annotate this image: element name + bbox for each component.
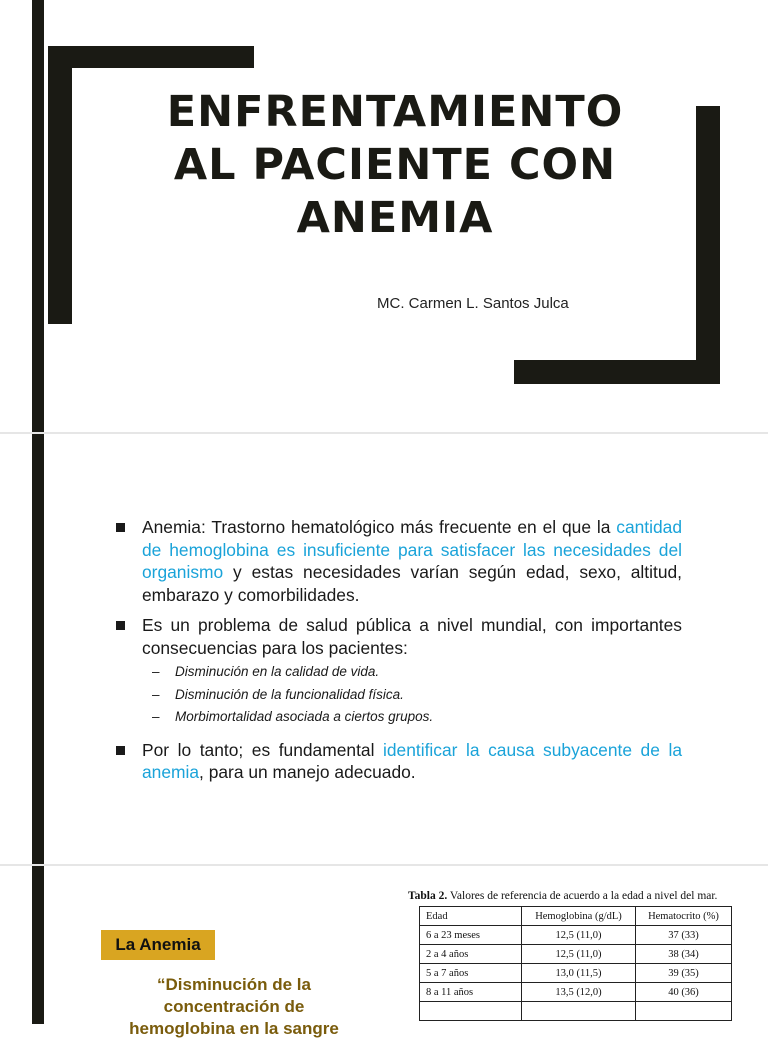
- definition-quote: [96, 974, 372, 1040]
- table-cell: 5 a 7 años: [420, 964, 522, 983]
- table-caption-label: Tabla 2.: [408, 890, 448, 902]
- sub-item-text: Disminución de la funcionalidad física.: [175, 686, 404, 702]
- sub-item-text: Disminución en la calidad de vida.: [175, 664, 380, 679]
- bullet-item: [116, 739, 682, 784]
- table-cell: 37 (33): [636, 926, 732, 945]
- table-header-row: [420, 907, 732, 926]
- sub-item: [116, 661, 682, 684]
- square-bullet-icon: [116, 523, 125, 532]
- highlight-text: identificar la causa subyacente de la anemia: [142, 739, 682, 782]
- anemia-table-slide: [0, 866, 768, 1038]
- dash-bullet-icon: –: [152, 664, 160, 679]
- section-badge: La Anemia: [101, 930, 215, 960]
- dash-bullet-icon: –: [152, 709, 160, 724]
- square-bullet-icon: [116, 621, 125, 630]
- highlight-text: cantidad de hemoglobina es insuficiente para satisfacer las necesidades del organismo: [142, 517, 682, 582]
- table-cell: [522, 1002, 636, 1021]
- bullet-item: [116, 614, 682, 659]
- table-cell: 39 (35): [636, 964, 732, 983]
- table-row: [420, 983, 732, 1002]
- author-name: MC. Carmen L. Santos Julca: [377, 295, 569, 312]
- table-header: Hematocrito (%): [636, 907, 732, 926]
- table-header: Hemoglobina (g/dL): [522, 907, 636, 926]
- table-cell: [636, 1002, 732, 1021]
- bullet-text: Es un problema de salud pública a nivel mundial, con importantes consecuencias para los pacientes:: [142, 615, 682, 658]
- sub-list: [116, 661, 682, 729]
- table-cell: 13,0 (11,5): [522, 964, 636, 983]
- table-caption: [408, 890, 717, 902]
- bullet-text: Anemia: Trastorno hematológico más frecuente en el que la: [142, 517, 617, 537]
- sub-item: [116, 706, 682, 729]
- sub-item-text: Morbimortalidad asociada a ciertos grupos.: [175, 709, 434, 724]
- table-header: Edad: [420, 907, 522, 926]
- table-cell: [420, 1002, 522, 1021]
- slide-left-bar: [32, 866, 44, 1024]
- table-cell: 6 a 23 meses: [420, 926, 522, 945]
- square-bullet-icon: [116, 746, 125, 755]
- definition-slide: [0, 434, 768, 864]
- frame-corner-bottom-right-vertical: [696, 106, 720, 384]
- bullet-text: y estas necesidades varían según edad, sexo, altitud, embarazo y comorbilidades.: [142, 562, 682, 605]
- bullet-text: Por lo tanto; es fundamental: [142, 739, 383, 760]
- table-cell: 8 a 11 años: [420, 983, 522, 1002]
- table-cell: 12,5 (11,0): [522, 945, 636, 964]
- title-slide: [0, 0, 768, 432]
- table-row: [420, 964, 732, 983]
- table-row: [420, 945, 732, 964]
- slide-title: [110, 86, 680, 245]
- reference-table: [419, 906, 732, 1021]
- quote-line: hemoglobina en la sangre: [129, 1019, 339, 1038]
- bullet-text: , para un manejo adecuado.: [199, 762, 416, 782]
- dash-bullet-icon: –: [152, 686, 160, 702]
- quote-line: “Disminución de la: [157, 975, 311, 994]
- sub-item: [116, 684, 682, 707]
- table-caption-text: Valores de referencia de acuerdo a la edad a nivel del mar.: [447, 890, 718, 902]
- slide-left-bar: [32, 0, 44, 432]
- frame-corner-top-left: [48, 46, 254, 68]
- slide-left-bar: [32, 434, 44, 864]
- frame-corner-bottom-right: [514, 360, 720, 384]
- table-cell: 12,5 (11,0): [522, 926, 636, 945]
- title-line: AL PACIENTE CON: [173, 140, 617, 190]
- table-cell: 40 (36): [636, 983, 732, 1002]
- table-cell: 2 a 4 años: [420, 945, 522, 964]
- table-row: [420, 1002, 732, 1021]
- title-line: ENFRENTAMIENTO: [166, 87, 624, 137]
- frame-corner-top-left-vertical: [48, 46, 72, 324]
- bullet-item: [116, 516, 682, 606]
- table-cell: 13,5 (12,0): [522, 983, 636, 1002]
- bullet-list: [116, 516, 682, 792]
- table-row: [420, 926, 732, 945]
- quote-line: concentración de: [163, 997, 305, 1016]
- title-line: ANEMIA: [296, 193, 494, 243]
- table-cell: 38 (34): [636, 945, 732, 964]
